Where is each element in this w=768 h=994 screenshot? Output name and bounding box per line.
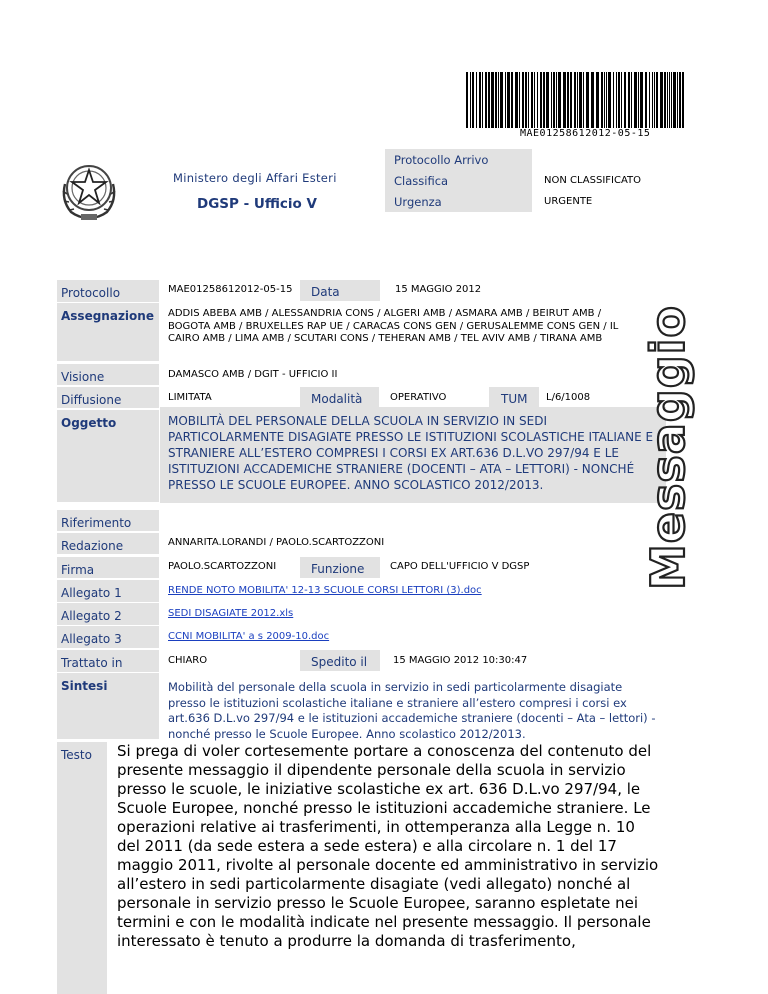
barcode-bar [601,72,603,128]
barcode-bar [591,72,594,128]
sintesi-label: Sintesi [57,673,159,739]
barcode-bar [515,72,518,128]
barcode-bar [634,72,637,128]
barcode-bar [604,72,605,128]
ministry-name: Ministero degli Affari Esteri [173,171,337,185]
messaggio-watermark [640,280,700,600]
data-value: 15 MAGGIO 2012 [395,284,482,295]
trattato-label: Trattato in [57,650,159,672]
data-label: Data [300,280,380,301]
barcode-bar [596,72,599,128]
testo-label: Testo [57,742,107,994]
barcode-bar [679,72,681,128]
barcode-bar [574,72,576,128]
tum-value: L/6/1008 [546,392,591,403]
barcode-bar [553,72,555,128]
barcode-bar [546,72,549,128]
barcode-bar [476,72,477,128]
barcode-bar [507,72,510,128]
barcode-bar [677,72,678,128]
firma-value: PAOLO.SCARTOZZONI [168,561,277,572]
assegnazione-value: ADDIS ABEBA AMB / ALESSANDRIA CONS / ALGERI AMB / ASMARA AMB / BEIRUT AMB / BOGOTA AMB / BRUXELLES RAP UE / CARACAS CONS GEN / GERUSALEMME CONS GEN / IL CAIRO AMB / LIMA AMB / SCUTARI CONS / TEHERAN AMB / TEL AVIV AMB / TIRANA AMB [168,308,619,344]
allegato1-link[interactable]: RENDE NOTO MOBILITA' 12-13 SCUOLE CORSI LETTORI (3).doc [168,585,482,596]
oggetto-label: Oggetto [57,410,159,502]
modalita-value: OPERATIVO [390,392,447,403]
barcode-bar [586,72,589,128]
barcode-bar [500,72,503,128]
barcode-bar [556,72,557,128]
office-name: DGSP - Ufficio V [197,196,317,212]
barcode-bar [511,72,513,128]
barcode-bar [488,72,490,128]
barcode-bar [505,72,506,128]
visione-label: Visione [57,364,159,385]
barcode-bar [495,72,497,128]
barcode-bar [570,72,572,128]
testo-value: Si prega di voler cortesemente portare a conoscenza del contenuto del presente messaggio il dipendente personale della scuola in servizio presso le scuole, le iniziative scolastiche ex art. 636 D.L.vo 297/94, le Scuole Europee, nonché presso le istituzioni accademiche straniere. Le operazioni relative ai trasferimenti, in ottemperanza alla Legge n. 10 del 2011 (da sede estera a sede estera) e alla circolare n. 1 del 17 maggio 2011, rivolte al personale docente ed amministrativo in servizio all’estero in sedi particolarmente disagiate (vedi allegato) nonché al personale in servizio presso le Scuole Europee, saranno espletate nei termini e con le modalità indicate nel presente messaggio. Il personale interessato è tenuto a produrre la domanda di trasferimento, [117,742,659,950]
barcode-bar [660,72,663,128]
barcode-bar [479,72,481,128]
allegato2-label: Allegato 2 [57,603,159,625]
barcode-code: MAE01258612012-05-15 [520,128,651,139]
oggetto-value: MOBILITÀ DEL PERSONALE DELLA SCUOLA IN SERVIZIO IN SEDI PARTICOLARMENTE DISAGIATE PRESSO LE ISTITUZIONI SCOLASTICHE ITALIANE E STRANIERE ALL’ESTERO COMPRESI I CORSI EX ART.636 D.L.VO 297/94 E LE ISTITUZIONI ACCADEMICHE STRANIERE (DOCENTI – ATA – LETTORI) - NONCHÉ PRESSO LE SCUOLE EUROPEE. ANNO SCOLASTICO 2012/2013. [168,414,654,492]
barcode-bar [528,72,529,128]
barcode-bar [667,72,668,128]
barcode-bar [583,72,584,128]
barcode-bar [579,72,582,128]
firma-label: Firma [57,557,159,578]
barcode-bar [654,72,655,128]
barcode-bar [664,72,666,128]
protocollo-label: Protocollo [57,280,159,302]
barcode-bar [618,72,620,128]
barcode-bar [645,72,647,128]
barcode-bar [540,72,542,128]
sintesi-value: Mobilità del personale della scuola in servizio in sedi particolarmente disagiate presso le istituzioni scolastiche italiane e straniere all’estero compresi i corsi ex art.636 D.L.vo 297/94 e le istituzioni accademiche straniere (docenti – Ata – lettori) - nonché presso le Scuole Europee. Anno scolastico 2012/2013. [168,680,656,741]
visione-value: DAMASCO AMB / DGIT - UFFICIO II [168,369,338,380]
barcode-bar [491,72,494,128]
allegato3-label: Allegato 3 [57,626,159,648]
barcode-bar [482,72,483,128]
diffusione-label: Diffusione [57,387,159,408]
barcode-bar [472,72,474,128]
classifica-value: NON CLASSIFICATO [544,175,642,186]
barcode-bar [616,72,617,128]
barcode-bar [624,72,626,128]
barcode-bar [531,72,533,128]
riferimento-label: Riferimento [57,510,159,531]
barcode-bar [656,72,658,128]
protocollo-value: MAE01258612012-05-15 [168,284,293,295]
diffusione-value: LIMITATA [168,392,212,403]
allegato1-label: Allegato 1 [57,580,159,602]
modalita-label: Modalità [300,387,379,407]
barcode-bar [470,72,471,128]
barcode-bar [567,72,569,128]
barcode [466,72,684,128]
trattato-value: CHIARO [168,655,208,666]
barcode-bar [638,72,639,128]
barcode-bar [652,72,653,128]
barcode-bar [525,72,527,128]
barcode-bar [577,72,578,128]
italian-republic-emblem-icon [57,154,121,224]
allegato3-link[interactable]: CCNI MOBILITA' a s 2009-10.doc [168,631,330,642]
classifica-label: Classifica [385,170,532,191]
urgenza-value: URGENTE [544,196,593,207]
spedito-label: Spedito il [300,650,380,671]
tum-label: TUM [489,387,539,407]
assegnazione-label: Assegnazione [57,303,159,361]
barcode-bar [649,72,650,128]
barcode-bar [613,72,614,128]
redazione-label: Redazione [57,533,159,554]
watermark-text: Messaggio [641,305,695,590]
funzione-value: CAPO DELL'UFFICIO V DGSP [390,561,530,572]
barcode-bar [558,72,561,128]
spedito-value: 15 MAGGIO 2012 10:30:47 [393,655,528,666]
funzione-label: Funzione [300,557,380,578]
barcode-bar [640,72,643,128]
barcode-bar [671,72,672,128]
barcode-bar [673,72,676,128]
barcode-bar [621,72,622,128]
barcode-bar [537,72,538,128]
protocollo-arrivo-label: Protocollo Arrivo [385,149,532,171]
urgenza-label: Urgenza [385,191,532,212]
barcode-bar [543,72,545,128]
barcode-bar [534,72,535,128]
barcode-bar [485,72,487,128]
redazione-value: ANNARITA.LORANDI / PAOLO.SCARTOZZONI [168,537,385,548]
barcode-bar [563,72,566,128]
barcode-bar [466,72,468,128]
barcode-bar [628,72,630,128]
barcode-bar [519,72,520,128]
barcode-bar [608,72,611,128]
barcode-bar [606,72,607,128]
barcode-bar [498,72,499,128]
barcode-bar [522,72,524,128]
barcode-bar [669,72,670,128]
barcode-bar [551,72,552,128]
allegato2-link[interactable]: SEDI DISAGIATE 2012.xls [168,608,294,619]
barcode-bar [631,72,632,128]
barcode-bar [682,72,684,128]
